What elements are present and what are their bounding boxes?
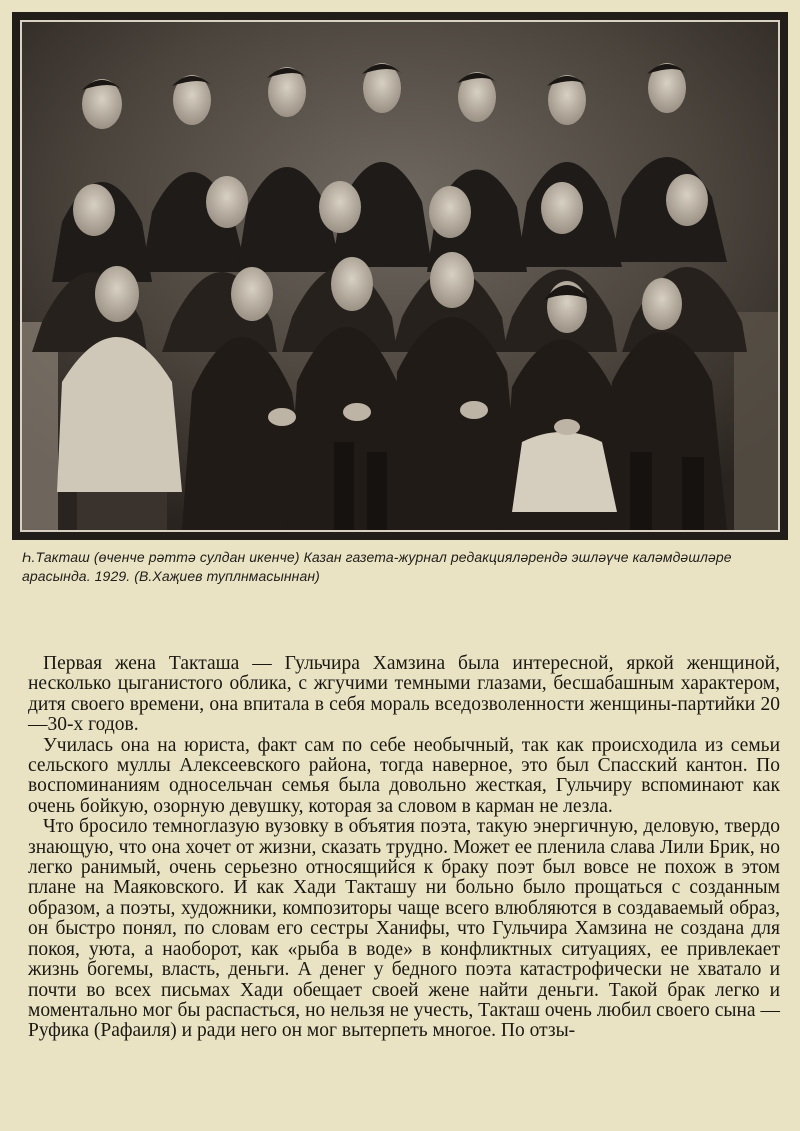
article-body [28,654,780,1042]
photo-caption: Һ.Такташ (өченче рәттә сулдан икенче) Казан газета-журнал редакцияләрендә эшләүче каләмдәшләре арасында. 1929. (В.Хаҗиев туплнмасыннан) [22,549,732,584]
paragraph: Первая жена Такташа — Гульчира Хамзина была интересной, яркой женщиной, несколько цыганистого облика, с жгучими темными глазами, бесшабашным характером, дитя своего времени, она впитала в себя мораль вседозволенности женщины-партийки 20—30-х годов. [28,653,780,736]
paragraph: Училась она на юриста, факт сам по себе необычный, так как происходила из семьи сельского муллы Алексеевского района, тогда наверное, это был Спасский кантон. По воспоминаниям односельчан семья была довольно жесткая, Гульчиру вспоминают как очень бойкую, озорную девушку, которая за словом в карман не лезла. [28,734,780,817]
photo-image [20,20,780,532]
paragraph: Что бросило темноглазую вузовку в объятия поэта, такую энергичную, деловую, твердо знающую, что она хочет от жизни, сказать трудно. Может ее пленила слава Лили Брик, но легко ранимый, очень серьезно относящийся к браку поэт был вовсе не похож в этом плане на Маяковского. И как Хади Такташу ни больно было прощаться с созданным образом, а поэты, художники, композиторы чаще всего влюбляются в создаваемый образ, он быстро понял, по словам его сестры Ханифы, что Гульчира Хамзина не создана для покоя, уюта, а наоборот, как «рыба в воде» в конфликтных ситуациях, ее привлекает жизнь богемы, власть, деньги. А денег у бедного поэта катастрофически не хватало и почти во всех письмах Хади обещает своей жене найти деньги. Такой брак легко и моментально мог бы распасться, но нельзя не учесть, Такташ очень любил своего сына — Руфика (Рафаиля) и ради него он мог вытерпеть многое. По отзы- [28,816,780,1042]
group-photo [12,12,788,540]
group-photo-illustration [22,22,778,530]
